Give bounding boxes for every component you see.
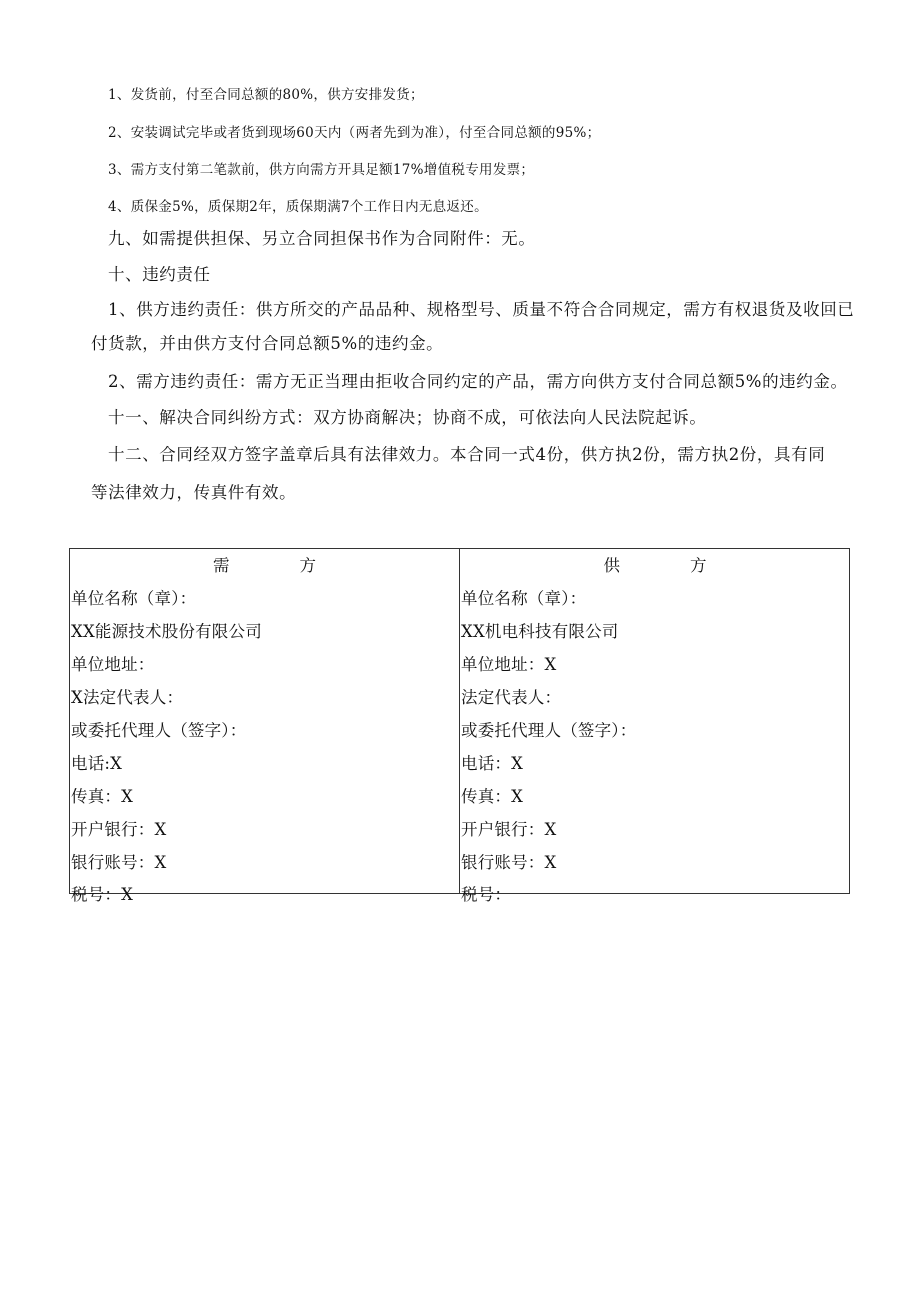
buyer-address: 单位地址： bbox=[71, 655, 155, 674]
buyer-header-char1: 需 bbox=[213, 556, 230, 575]
supplier-header-char1: 供 bbox=[603, 556, 620, 575]
supplier-breach-line2: 付货款，并由供方支付合同总额5%的违约金。 bbox=[91, 334, 444, 353]
buyer-bank: 开户银行：X bbox=[71, 820, 167, 839]
buyer-tax-no: 税号：X bbox=[71, 885, 134, 904]
supplier-account: 银行账号：X bbox=[461, 853, 557, 872]
buyer-phone: 电话:X bbox=[71, 754, 123, 773]
supplier-header bbox=[460, 555, 850, 577]
buyer-header bbox=[70, 555, 459, 577]
supplier-address: 单位地址：X bbox=[461, 655, 557, 674]
buyer-breach: 2、需方违约责任：需方无正当理由拒收合同约定的产品，需方向供方支付合同总额5%的违约金。 bbox=[108, 372, 848, 391]
payment-term-4: 4、质保金5%，质保期2年，质保期满7个工作日内无息返还。 bbox=[108, 199, 488, 215]
supplier-legal-rep: 法定代表人： bbox=[461, 688, 562, 707]
payment-term-1: 1、发货前，付至合同总额的80%，供方安排发货； bbox=[108, 87, 424, 103]
supplier-header-char2: 方 bbox=[690, 556, 707, 575]
supplier-phone: 电话：X bbox=[461, 754, 524, 773]
supplier-fax: 传真：X bbox=[461, 787, 524, 806]
buyer-unit-name: XX能源技术股份有限公司 bbox=[71, 622, 262, 641]
signature-table bbox=[69, 548, 850, 904]
buyer-agent: 或委托代理人（签字）： bbox=[71, 721, 247, 740]
effect-clause-line1: 十二、合同经双方签字盖章后具有法律效力。本合同一式4份，供方执2份，需方执2份，具有同 bbox=[108, 445, 826, 464]
supplier-breach-line1: 1、供方违约责任：供方所交的产品品种、规格型号、质量不符合合同规定，需方有权退货及收回已 bbox=[108, 300, 855, 319]
buyer-column bbox=[70, 549, 460, 904]
supplier-agent: 或委托代理人（签字）： bbox=[461, 721, 637, 740]
effect-clause-line2: 等法律效力，传真件有效。 bbox=[91, 483, 297, 502]
buyer-legal-rep: X法定代表人： bbox=[71, 688, 184, 707]
supplier-column bbox=[460, 549, 850, 904]
supplier-unit-name-label: 单位名称（章）： bbox=[461, 589, 587, 608]
guarantee-clause: 九、如需提供担保、另立合同担保书作为合同附件：无。 bbox=[108, 229, 536, 248]
buyer-header-char2: 方 bbox=[299, 556, 316, 575]
supplier-unit-name: XX机电科技有限公司 bbox=[461, 622, 619, 641]
buyer-unit-name-label: 单位名称（章）： bbox=[71, 589, 197, 608]
buyer-account: 银行账号：X bbox=[71, 853, 167, 872]
dispute-clause: 十一、解决合同纠纷方式：双方协商解决；协商不成，可依法向人民法院起诉。 bbox=[108, 408, 707, 427]
payment-term-3: 3、需方支付第二笔款前，供方向需方开具足额17%增值税专用发票； bbox=[108, 162, 535, 178]
payment-term-2: 2、安装调试完毕或者货到现场60天内（两者先到为准），付至合同总额的95%； bbox=[108, 125, 601, 141]
supplier-tax-no: 税号： bbox=[461, 885, 512, 904]
breach-heading: 十、违约责任 bbox=[108, 265, 211, 284]
supplier-bank: 开户银行：X bbox=[461, 820, 557, 839]
buyer-fax: 传真：X bbox=[71, 787, 134, 806]
